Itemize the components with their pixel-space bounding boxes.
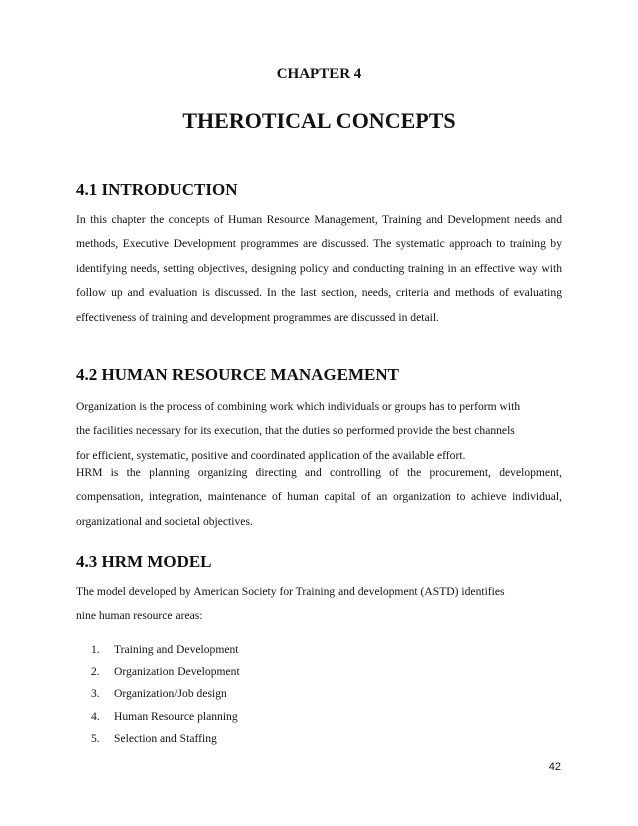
list-item xyxy=(91,683,240,705)
list-item xyxy=(91,639,240,661)
section-heading-introduction: 4.1 INTRODUCTION xyxy=(76,180,238,199)
list-item xyxy=(91,728,240,750)
section-heading-hrm: 4.2 HUMAN RESOURCE MANAGEMENT xyxy=(76,365,399,384)
list-item-number: 3. xyxy=(91,687,100,701)
paragraph-line: Organization is the process of combining work which individuals or groups has to perform with xyxy=(76,400,521,413)
hrm-model-paragraph xyxy=(76,580,562,629)
list-item-text: Training and Development xyxy=(114,643,239,656)
list-item xyxy=(91,661,240,683)
list-item-text: Selection and Staffing xyxy=(114,731,217,745)
section-heading-hrm-model: 4.3 HRM MODEL xyxy=(76,552,212,571)
introduction-paragraph: In this chapter the concepts of Human Resource Management, Training and Development needs and methods, Executive Development programmes are discussed. The systematic approach to training by identifying needs, setting objectives, designing policy and conducting training in an effective way with follow up and evaluation is discussed. In the last section, needs, criteria and methods of evaluating effectiveness of training and development programmes are discussed in detail. xyxy=(76,213,562,324)
list-item-number: 5. xyxy=(91,731,100,745)
list-item-number: 4. xyxy=(91,709,100,723)
hrm-paragraph-2: HRM is the planning organizing directing and controlling of the procurement, development, compensation, integration, maintenance of human capital of an organization to achieve individual, organizational and societal objectives. xyxy=(76,466,562,528)
list-item-number: 1. xyxy=(91,643,100,656)
list-item-text: Organization Development xyxy=(114,665,240,679)
paragraph-line: the facilities necessary for its execution, that the duties so performed provide the best channels xyxy=(76,424,515,438)
chapter-label: CHAPTER 4 xyxy=(276,66,362,82)
list-item-number: 2. xyxy=(91,665,100,679)
list-item-text: Human Resource planning xyxy=(114,709,238,723)
paragraph-line: nine human resource areas: xyxy=(76,609,203,623)
paragraph-line: for efficient, systematic, positive and coordinated application of the available effort. xyxy=(76,448,466,462)
hrm-paragraph-1 xyxy=(76,395,562,468)
paragraph-line: The model developed by American Society for Training and development (ASTD) identifies xyxy=(76,585,505,598)
list-item-text: Organization/Job design xyxy=(114,687,227,701)
chapter-title: THEROTICAL CONCEPTS xyxy=(182,108,456,133)
page-number: 42 xyxy=(548,761,561,773)
list-item xyxy=(91,706,240,728)
hr-areas-list xyxy=(91,639,240,750)
